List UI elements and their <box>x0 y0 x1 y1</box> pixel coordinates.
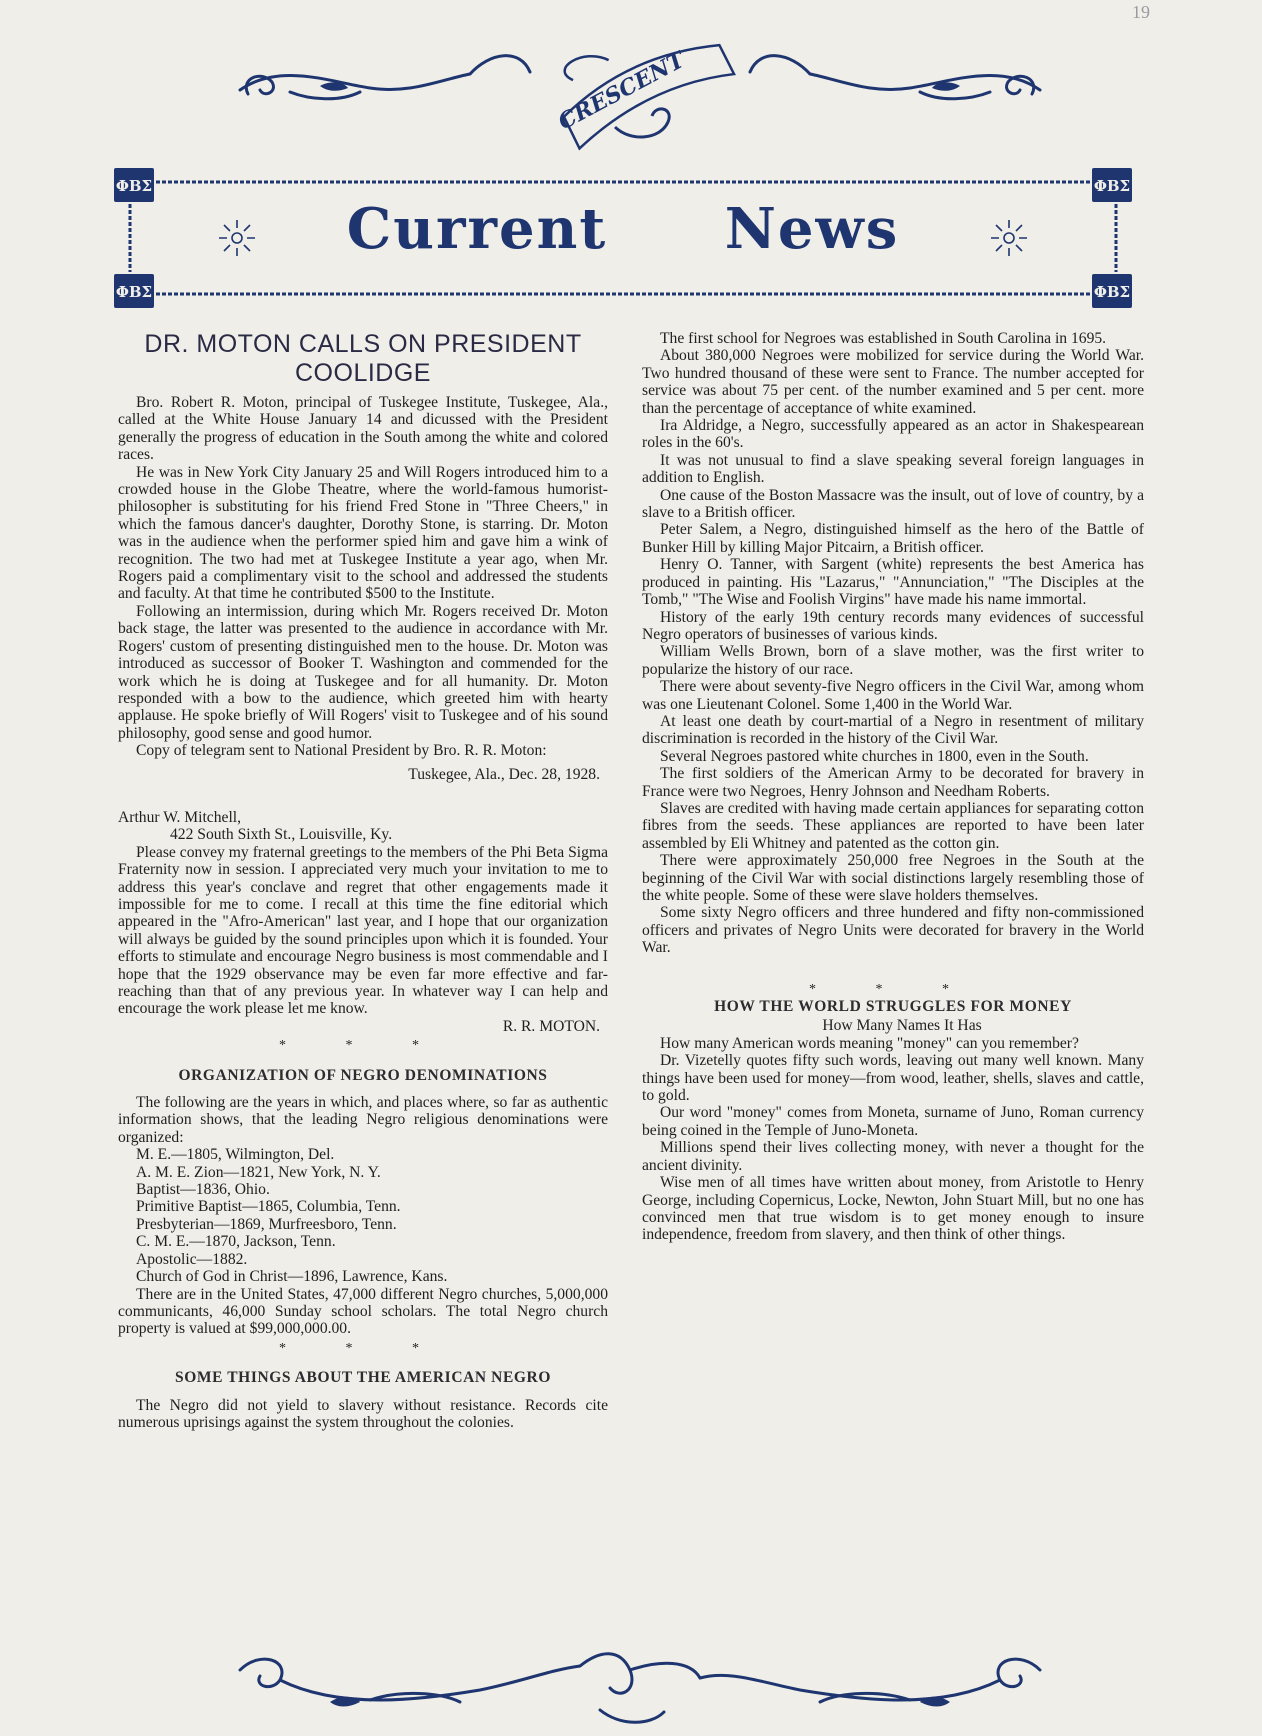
list-item: C. M. E.—1870, Jackson, Tenn. <box>136 1233 336 1251</box>
article-paragraph: Wise men of all times have written about money, from Aristotle to Henry George, including Copernicus, Locke, Newton, John Stuart Mill, but no one has convinced men that true wisdom is to get money enough to insure independence, freedom from slavery, and then think of other things. <box>642 1174 1144 1244</box>
article-paragraph: Bro. Robert R. Moton, principal of Tuskegee Institute, Tuskegee, Ala., called at the White House January 14 and dicussed with the President generally the progress of education in the South among the white and colored races. <box>118 394 608 464</box>
article-paragraph: Ira Aldridge, a Negro, successfully appeared as an actor in Shakespearean roles in the 60's. <box>642 417 1144 452</box>
article-paragraph: Several Negroes pastored white churches in 1800, even in the South. <box>660 747 1089 765</box>
article-paragraph: There are in the United States, 47,000 different Negro churches, 5,000,000 communicants, 46,000 Sunday school scholars. The total Negro church property is valued at $99,000,000.00. <box>118 1285 608 1338</box>
article-paragraph: About 380,000 Negroes were mobilized for service during the World War. Two hundred thousand of these were sent to France. The number accepted for service was about 75 per cent. of the number examined and 5 per cent. more than the percentage of acceptance of white examined. <box>642 347 1144 417</box>
article-subheadline: How Many Names It Has <box>822 1017 982 1035</box>
list-item: Primitive Baptist—1865, Columbia, Tenn. <box>136 1198 401 1216</box>
separator-stars: * * * <box>279 1038 447 1054</box>
section-banner <box>112 168 1134 308</box>
article-paragraph: The first school for Negroes was established in South Carolina in 1695. <box>660 330 1107 347</box>
svg-text:ΦΒΣ: ΦΒΣ <box>1093 283 1131 301</box>
article-paragraph: The following are the years in which, and places where, so far as authentic information shows, that the leading Negro religious denominations were organized: <box>118 1094 608 1146</box>
article-paragraph: Following an intermission, during which Mr. Rogers received Dr. Moton back stage, the latter was presented to the audience in accordance with Mr. Rogers' custom of presenting distinguished men to the house. Dr. Moton was introduced as successor of Booker T. Washington and commended for the work which he is doing at Tuskegee and for all humanity. Dr. Moton responded with a bow to the audience, which greeted him with hearty applause. He spoke briefly of Will Rogers' visit to Tuskegee and of his sound philosophy, good sense and good humor. <box>118 602 608 742</box>
telegram-body: Please convey my fraternal greetings to the members of the Phi Beta Sigma Fraternity now in session. I appreciated very much your invitation to me to address this year's conclave and regret that other engagements made it impossible for me to come. I recall at this time the fine editorial which appeared in the "Afro-American" last year, and I hope that our organization will always be guided by the sound principles upon which it is founded. Your efforts to stimulate and encourage Negro business is most commendable and I hope that the 1929 observance may be even far more effective and far-reaching than that of any previous year. In whatever way I can help and encourage the work please let me know. <box>118 843 608 1018</box>
article-paragraph: There were approximately 250,000 free Negroes in the South at the beginning of the Civil War with social distinctions largely resembling those of the white people. Some of these were slave holders themselves. <box>642 852 1144 904</box>
list-item: Presbyterian—1869, Murfreesboro, Tenn. <box>136 1215 397 1233</box>
article-paragraph: Dr. Vizetelly quotes fifty such words, leaving out many well known. Many things have been used for money—from wood, leather, shells, slaves and cattle, to gold. <box>642 1052 1144 1105</box>
article-paragraph: Peter Salem, a Negro, distinguished himself as the hero of the Battle of Bunker Hill by killing Major Pitcairn, a British officer. <box>642 521 1144 556</box>
article-headline: SOME THINGS ABOUT THE AMERICAN NEGRO <box>174 1369 552 1387</box>
svg-text:ΦΒΣ: ΦΒΣ <box>115 283 153 301</box>
section-title-news: News <box>724 196 900 262</box>
telegram-signature: R. R. MOTON. <box>502 1017 600 1035</box>
article-paragraph: He was in New York City January 25 and Will Rogers introduced him to a crowded house in the Globe Theatre, where the world-famous humorist-philosopher is substituting for his friend Fred Stone in "Three Cheers," in which the famous dancer's daughter, Dorothy Stone, is starring. Dr. Moton was in the audience when the performer spied him and gave him a wink of recognition. The two had met at Tuskegee Institute a year ago, when Mr. Rogers paid a complimentary visit to the school and addressed the students and faculty. At that time he contributed $500 to the Institute. <box>118 463 608 603</box>
article-paragraph: Millions spend their lives collecting money, with never a thought for the ancient divinity. <box>642 1139 1144 1174</box>
article-paragraph: Our word "money" comes from Moneta, surname of Juno, Roman currency being coined in the Temple of Juno-Moneta. <box>642 1104 1144 1139</box>
article-paragraph: William Wells Brown, born of a slave mother, was the first writer to popularize the history of our race. <box>642 643 1144 678</box>
article-headline: HOW THE WORLD STRUGGLES FOR MONEY <box>714 998 1072 1016</box>
article-paragraph: Henry O. Tanner, with Sargent (white) represents the best America has produced in painting. His "Lazarus," "Annunciation," "The Disciples at the Tomb," "The Wise and Foolish Virgins" have made his name immortal. <box>642 556 1144 609</box>
article-headline: ORGANIZATION OF NEGRO DENOMINATIONS <box>178 1066 548 1084</box>
left-column <box>118 330 608 1431</box>
article-paragraph: At least one death by court-martial of a Negro in resentment of military discrimination is recorded in the history of the Civil War. <box>642 712 1144 748</box>
article-paragraph: One cause of the Boston Massacre was the insult, out of love of country, by a slave to a British officer. <box>642 486 1144 522</box>
right-column <box>642 330 1144 1244</box>
crescent-scroll-ornament <box>220 22 1060 152</box>
list-item: M. E.—1805, Wilmington, Del. <box>136 1146 335 1164</box>
telegram-address: 422 South Sixth St., Louisville, Ky. <box>170 826 393 844</box>
svg-text:ΦΒΣ: ΦΒΣ <box>1093 177 1131 195</box>
article-paragraph: History of the early 19th century records many evidences of successful Negro operators of businesses of various kinds. <box>642 608 1144 643</box>
article-paragraph: Some sixty Negro officers and three hundered and fifty non-commissioned officers and privates of Negro Units were decorated for bravery in the World War. <box>642 904 1144 957</box>
section-title <box>112 196 1134 262</box>
telegram-dateline: Tuskegee, Ala., Dec. 28, 1928. <box>408 765 600 783</box>
list-item: Apostolic—1882. <box>136 1250 248 1268</box>
article-paragraph: There were about seventy-five Negro officers in the Civil War, among whom was one Lieutenant Colonel. Some 1,400 in the World War. <box>642 678 1144 713</box>
article-paragraph: Copy of telegram sent to National President by Bro. R. R. Moton: <box>136 742 547 760</box>
article-paragraph: How many American words meaning "money" can you remember? <box>660 1034 1079 1052</box>
list-item: Church of God in Christ—1896, Lawrence, Kans. <box>136 1268 448 1286</box>
list-item: A. M. E. Zion—1821, New York, N. Y. <box>136 1163 381 1181</box>
article-paragraph: It was not unusual to find a slave speaking several foreign languages in addition to English. <box>642 451 1144 487</box>
section-title-current: Current <box>346 196 608 262</box>
separator-stars: * * * <box>279 1340 447 1356</box>
page-number: 19 <box>1132 2 1150 22</box>
article-headline: DR. MOTON CALLS ON PRESIDENT COOLIDGE <box>144 330 582 387</box>
crescent-banner-text: CRESCENT <box>553 46 690 136</box>
svg-text:ΦΒΣ: ΦΒΣ <box>115 177 153 195</box>
list-item: Baptist—1836, Ohio. <box>136 1181 270 1199</box>
scroll-flourish-ornament <box>220 1630 1060 1730</box>
article-paragraph: The Negro did not yield to slavery without resistance. Records cite numerous uprisings against the system throughout the colonies. <box>118 1396 608 1431</box>
telegram-addressee: Arthur W. Mitchell, <box>118 808 242 826</box>
separator-stars: * * * <box>809 981 977 997</box>
article-paragraph: The first soldiers of the American Army to be decorated for bravery in France were two Negroes, Henry Johnson and Needham Roberts. <box>642 765 1144 800</box>
article-paragraph: Slaves are credited with having made certain appliances for separating cotton fibres from the seeds. These appliances are reported to have been later assembled by Eli Whitney and patented as the cotton gin. <box>642 799 1144 852</box>
